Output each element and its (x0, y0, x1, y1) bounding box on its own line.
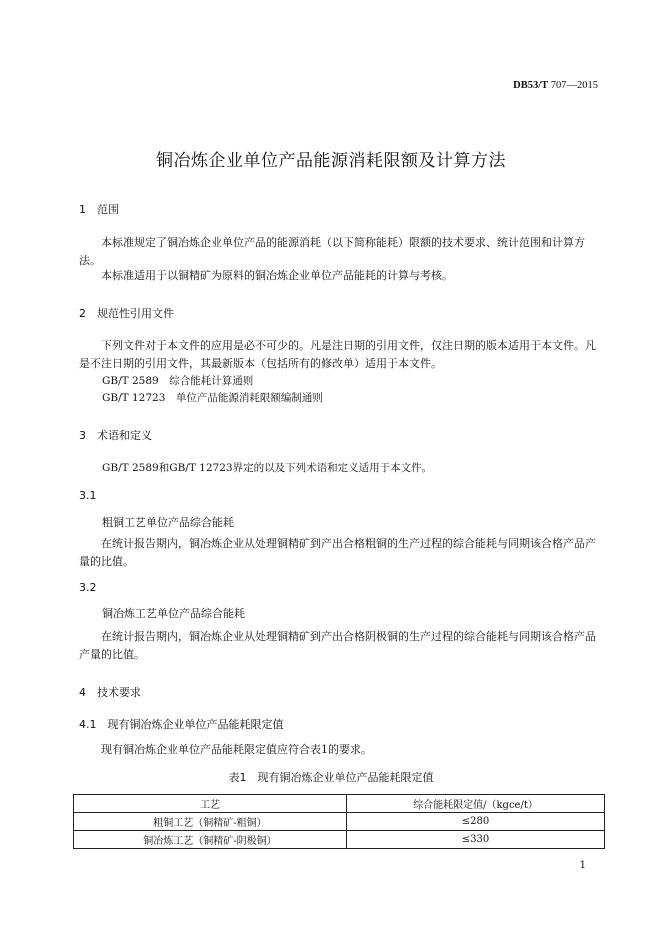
section-4-heading: 4 技术要求 (79, 686, 141, 699)
table-cell-limit: ≤280 (347, 813, 605, 831)
table-cell-process: 铜冶炼工艺（铜精矿-阴极铜） (74, 831, 347, 849)
section-1-paragraph-2: 本标准适用于以铜精矿为原料的铜冶炼企业单位产品能耗的计算与考核。 (101, 269, 453, 282)
term-3-2-definition: 在统计报告期内，铜冶炼企业从处理铜精矿到产出合格阴极铜的生产过程的综合能耗与同期该合格产品产量的比值。 (79, 630, 596, 661)
standard-code-prefix: DB53/T (513, 80, 549, 91)
reference-gbt2589: GB/T 2589 综合能耗计算通则 (102, 375, 254, 387)
table-1 (73, 794, 605, 849)
page-number: 1 (579, 860, 586, 871)
table-header-limit: 综合能耗限定值/（kgce/t） (347, 795, 605, 813)
term-3-2-number: 3.2 (79, 581, 97, 594)
standard-code (513, 80, 598, 91)
section-1-paragraph-1: 本标准规定了铜冶炼企业单位产品的能源消耗（以下简称能耗）限额的技术要求、统计范围和计算方法。 (79, 236, 585, 267)
section-3-paragraph-1: GB/T 2589和GB/T 12723界定的以及下列术语和定义适用于本文件。 (102, 462, 433, 474)
section-2-paragraph-1: 下列文件对于本文件的应用是必不可少的。凡是注日期的引用文件，仅注日期的版本适用于本文件。凡是不注日期的引用文件，其最新版本（包括所有的修改单）适用于本文件。 (79, 339, 596, 370)
section-1-heading: 1 范围 (79, 203, 119, 216)
document-title: 铜冶炼企业单位产品能源消耗限额及计算方法 (156, 151, 506, 171)
reference-gbt12723: GB/T 12723 单位产品能源消耗限额编制通则 (102, 392, 323, 404)
term-3-1-number: 3.1 (79, 489, 97, 502)
table-1-caption: 表1 现有铜冶炼企业单位产品能耗限定值 (228, 771, 434, 784)
section-4-paragraph-1: 现有铜冶炼企业单位产品能耗限定值应符合表1的要求。 (101, 743, 372, 756)
section-2-heading: 2 规范性引用文件 (79, 307, 174, 320)
term-3-1-name: 粗铜工艺单位产品综合能耗 (102, 516, 234, 529)
table-header-row (74, 795, 605, 813)
standard-code-number: 707—2015 (548, 80, 598, 91)
term-3-1-definition: 在统计报告期内，铜冶炼企业从处理铜精矿到产出合格粗铜的生产过程的综合能耗与同期该合格产品产量的比值。 (79, 537, 596, 568)
section-3-heading: 3 术语和定义 (79, 429, 152, 442)
table-row (74, 831, 605, 849)
term-3-2-name: 铜冶炼工艺单位产品综合能耗 (102, 607, 245, 620)
table-cell-limit: ≤330 (347, 831, 605, 849)
table-header-process: 工艺 (74, 795, 347, 813)
table-row (74, 813, 605, 831)
subsection-4-1-heading: 4.1 现有铜冶炼企业单位产品能耗限定值 (79, 718, 284, 731)
table-cell-process: 粗铜工艺（铜精矿-粗铜） (74, 813, 347, 831)
